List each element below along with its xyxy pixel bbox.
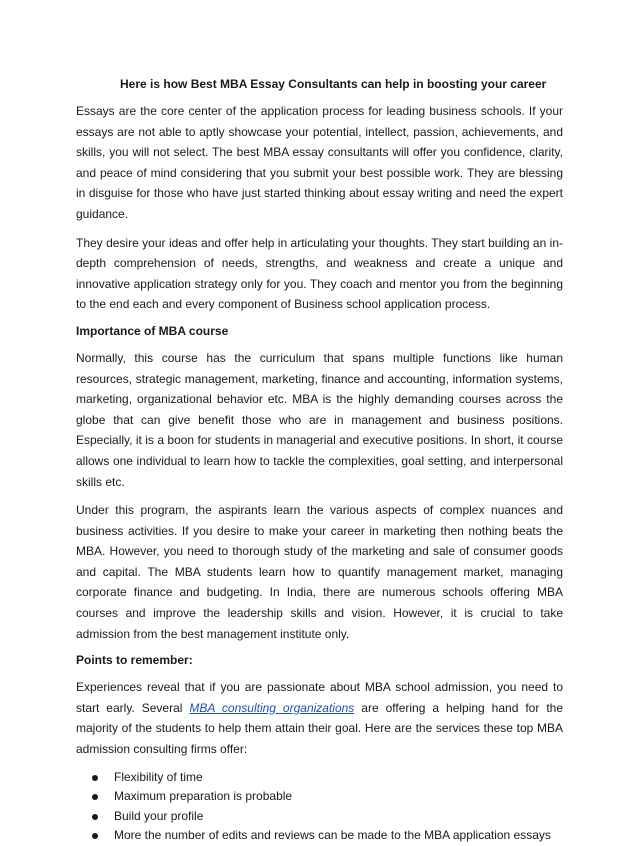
list-item-text: Maximum preparation is probable <box>114 789 293 804</box>
list-item <box>76 787 563 807</box>
points-text-before-link: Experiences reveal that if you are passionate about MBA school admission, you need to start early. Several <box>76 680 563 715</box>
intro-paragraph-2: They desire your ideas and offer help in articulating your thoughts. They start building an in-depth comprehension of needs, strengths, and weakness and create a unique and innovative application strategy only for you. They coach and mentor you from the beginning to the end each and every component of Business school application process. <box>76 235 563 312</box>
points-heading: Points to remember: <box>76 653 193 668</box>
list-item-text: More the number of edits and reviews can be made to the MBA application essays <box>114 828 551 843</box>
list-item-text: Build your profile <box>114 808 204 823</box>
list-item-text: Flexibility of time <box>114 769 203 784</box>
list-item <box>76 807 563 827</box>
services-list <box>76 768 563 846</box>
importance-paragraph-2: Under this program, the aspirants learn the various aspects of complex nuances and business activities. If you desire to make your career in marketing then nothing beats the MBA. However, you need to thorough study of the marketing and sale of consumer goods and capital. The MBA students learn how to quantify management market, managing corporate finance and budgeting. In India, there are numerous schools offering MBA courses and improve the leadership skills and vision. However, it is crucial to take admission from the best management institute only. <box>76 503 563 641</box>
points-paragraph <box>76 677 563 759</box>
importance-heading: Importance of MBA course <box>76 323 229 338</box>
consulting-organizations-link[interactable]: MBA consulting organizations <box>189 700 355 715</box>
points-text-after-link: are offering a helping hand for the majority of the students to help them attain their goal. Here are the services these top MBA admission consulting firms offer: <box>76 700 564 757</box>
bullet-icon <box>92 833 98 839</box>
bullet-icon <box>92 775 98 781</box>
list-item <box>76 768 563 788</box>
list-item <box>76 826 563 846</box>
importance-paragraph-1: Normally, this course has the curriculum that spans multiple functions like human resources, strategic management, marketing, finance and accounting, information systems, marketing, organizational behavior etc. MBA is the highly demanding courses across the globe that can give benefit those who are in management and business positions. Especially, it is a boon for students in managerial and executive positions. In short, it course allows one individual to learn how to tackle the complexities, goal setting, and interpersonal skills etc. <box>76 350 563 489</box>
page-title: Here is how Best MBA Essay Consultants can help in boosting your career <box>120 77 547 91</box>
bullet-icon <box>92 814 98 820</box>
bullet-icon <box>92 794 98 800</box>
intro-paragraph-1: Essays are the core center of the application process for leading business schools. If your essays are not able to aptly showcase your potential, intellect, passion, achievements, and skills, you will not select. The best MBA essay consultants will offer you confidence, clarity, and peace of mind considering that you submit your best possible work. They are blessing in disguise for those who have just started thinking about essay writing and need the expert guidance. <box>76 104 563 221</box>
